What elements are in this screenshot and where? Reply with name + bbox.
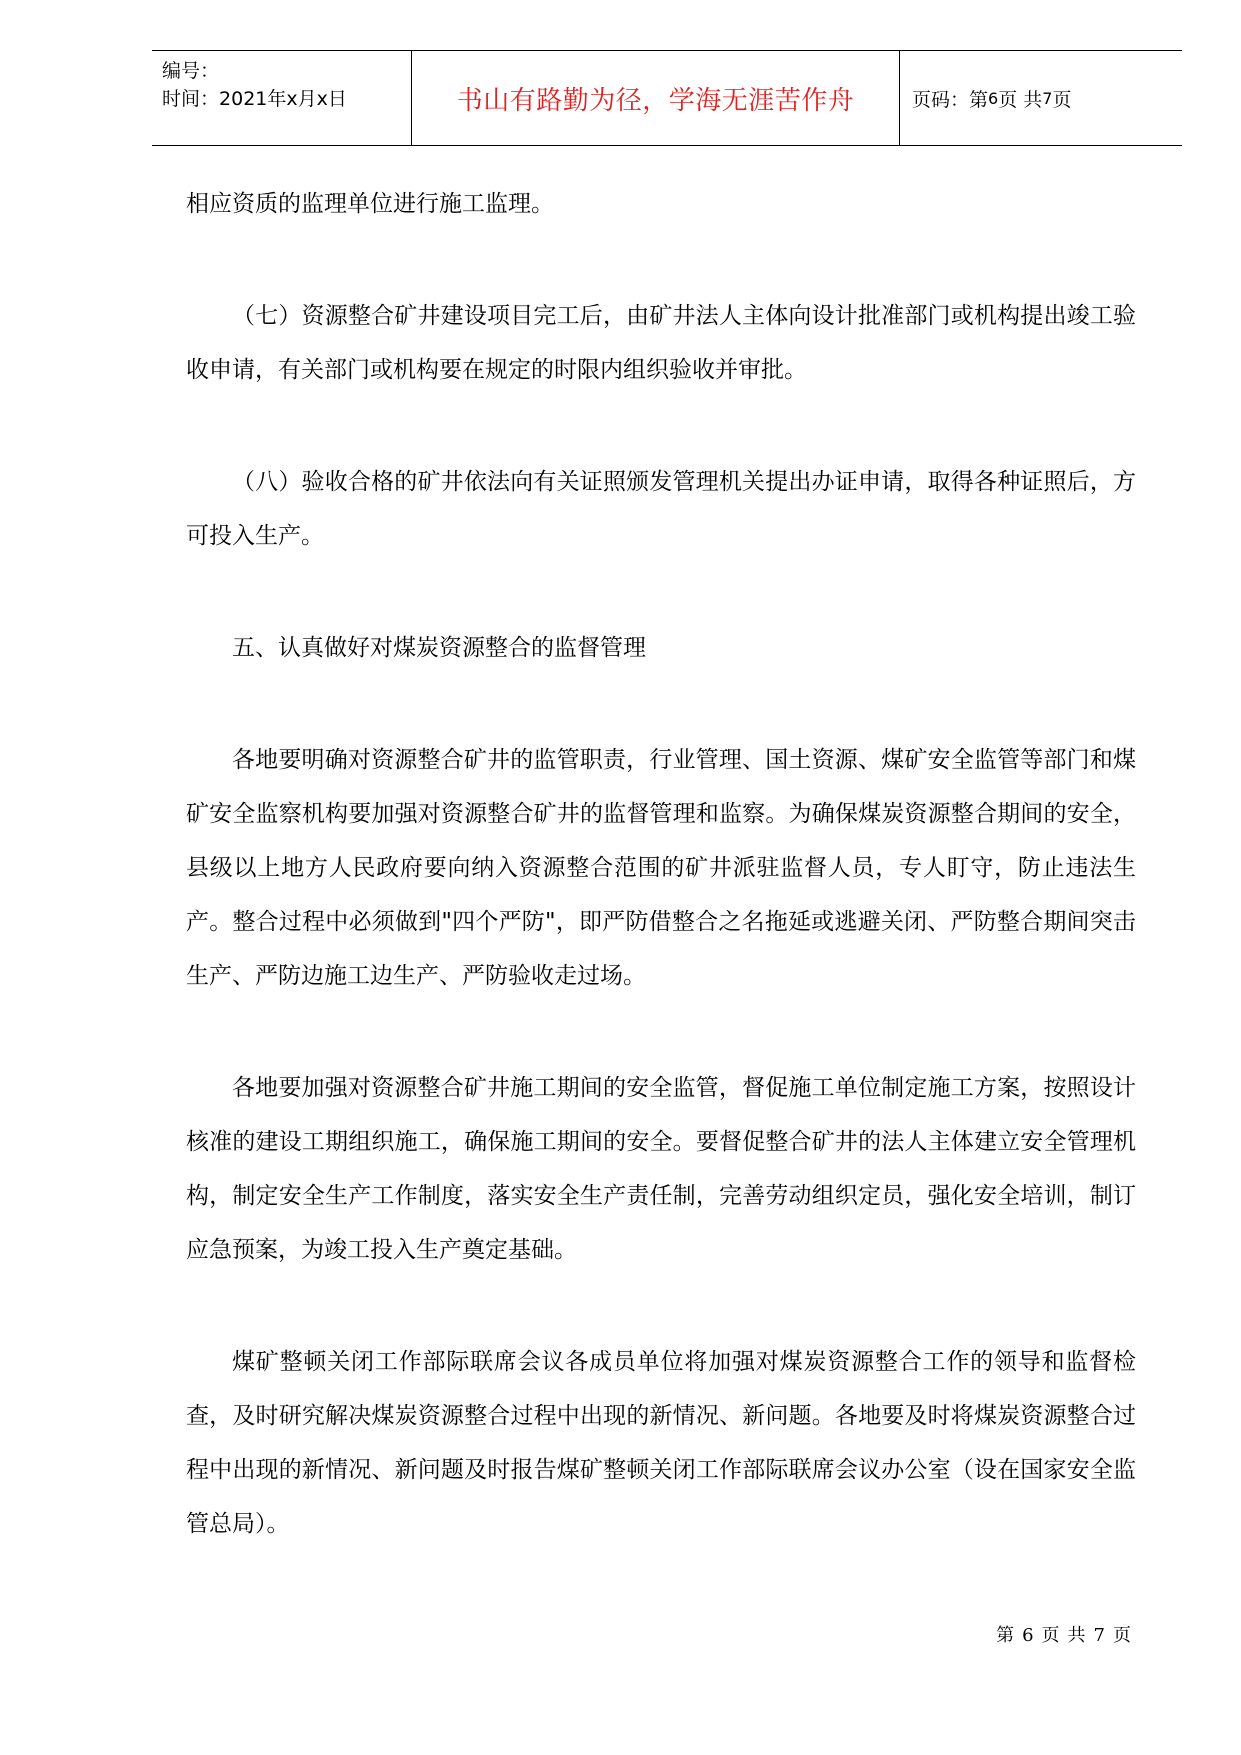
document-number-label: 编号： — [162, 60, 220, 82]
page-header — [152, 50, 1182, 146]
page-text-di: 第 — [969, 88, 989, 111]
page-label: 页码： — [912, 88, 970, 111]
header-meta — [152, 51, 412, 145]
footer-gong: 共 — [1067, 1625, 1086, 1646]
footer-page-total: 7 — [1093, 1625, 1105, 1646]
paragraph-item-7: （七）资源整合矿井建设项目完工后，由矿井法人主体向设计批准部门或机构提出竣工验收申请，有关部门或机构要在规定的时限内组织验收并审批。 — [186, 303, 1136, 383]
paragraph-item-8: （八）验收合格的矿井依法向有关证照颁发管理机关提出办证申请，取得各种证照后，方可投入生产。 — [186, 469, 1136, 549]
paragraph-continuation: 相应资质的监理单位进行施工监理。 — [186, 191, 554, 217]
page-total: 7 — [1042, 88, 1053, 108]
page-text-ye: 页 — [1052, 88, 1072, 111]
page-number: 6 — [988, 88, 999, 108]
time-value: 2021年x月x日 — [219, 88, 347, 110]
time-label: 时间： — [162, 88, 220, 110]
header-motto-cell — [412, 51, 900, 145]
footer-ye-2: 页 — [1113, 1625, 1131, 1646]
document-body — [186, 177, 1136, 1609]
footer-di: 第 — [996, 1625, 1015, 1646]
header-motto: 书山有路勤为径，学海无涯苦作舟 — [456, 85, 855, 116]
page-text-ye-gong: 页 共 — [998, 88, 1043, 111]
header-page-info — [900, 51, 1182, 145]
paragraph-construction-safety: 各地要加强对资源整合矿井施工期间的安全监管，督促施工单位制定施工方案，按照设计核准的建设工期组织施工，确保施工期间的安全。要督促整合矿井的法人主体建立安全管理机构，制定安全生产工作制度，落实安全生产责任制，完善劳动组织定员，强化安全培训，制订应急预案，为竣工投入生产奠定基础。 — [186, 1075, 1136, 1263]
paragraph-joint-meeting: 煤矿整顿关闭工作部际联席会议各成员单位将加强对煤炭资源整合工作的领导和监督检查，及时研究解决煤炭资源整合过程中出现的新情况、新问题。各地要及时将煤炭资源整合过程中出现的新情况、新问题及时报告煤矿整顿关闭工作部际联席会议办公室（设在国家安全监管总局）。 — [186, 1349, 1136, 1537]
footer-page-number: 6 — [1022, 1625, 1034, 1646]
paragraph-supervision: 各地要明确对资源整合矿井的监管职责，行业管理、国土资源、煤矿安全监管等部门和煤矿安全监察机构要加强对资源整合矿井的监督管理和监察。为确保煤炭资源整合期间的安全，县级以上地方人民政府要向纳入资源整合范围的矿井派驻监督人员，专人盯守，防止违法生产。整合过程中必须做到"四个严防"，即严防借整合之名拖延或逃避关闭、严防整合期间突击生产、严防边施工边生产、严防验收走过场。 — [186, 747, 1136, 989]
footer-ye: 页 — [1041, 1625, 1060, 1646]
page-footer — [992, 1621, 1135, 1647]
section-heading-5: 五、认真做好对煤炭资源整合的监督管理 — [232, 635, 646, 661]
document-time — [162, 85, 411, 113]
